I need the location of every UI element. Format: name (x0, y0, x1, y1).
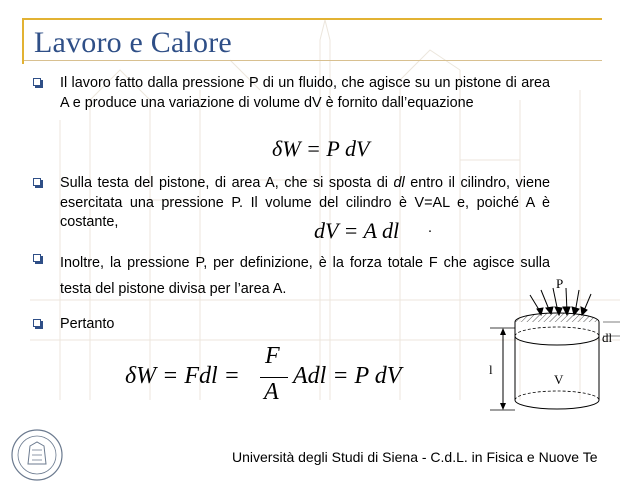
bullet-2-dl: dl (393, 175, 405, 191)
equation-combined-left: δW = Fdl = (125, 363, 240, 389)
diagram-label-dl: dl (602, 330, 613, 345)
university-seal-logo (10, 428, 64, 482)
diagram-label-p: P (556, 276, 564, 291)
diagram-label-l: l (489, 362, 493, 377)
footer-institution: Università degli Studi di Siena - C.d.L. in Fisica e Nuove Te (232, 449, 598, 465)
equation-fraction-numerator: F (265, 343, 280, 369)
bullet-1-text: Il lavoro fatto dalla pressione P di un fluido, che agisce su un pistone di area A e produce una variazione di volume dV è fornito dall’equazione (60, 75, 550, 111)
pressure-arrows (530, 288, 591, 315)
diagram-label-v: V (554, 372, 564, 387)
bullet-2-period: . (428, 220, 432, 236)
slide-title: Lavoro e Calore (34, 26, 232, 59)
bullet-2-text-b: entro il cilindro, viene esercitata una pressione P. Il volume del cilindro è V=AL e, poiché A è costante, (60, 175, 550, 230)
equation-volume: dV = A dl (314, 218, 400, 243)
equation-combined-right: Adl = P dV (293, 363, 402, 389)
bullet-2-text-a: Sulla testa del pistone, di area A, che si sposta di (60, 175, 394, 191)
equation-fraction-denominator: A (264, 379, 279, 405)
equation-work: δW = P dV (272, 136, 370, 161)
bullet-4-text: Pertanto (60, 316, 115, 332)
bullet-3-text: Inoltre, la pressione P, per definizione, è la forza totale F che agisce sulla testa del pistone divisa per l’area A. (60, 255, 550, 297)
